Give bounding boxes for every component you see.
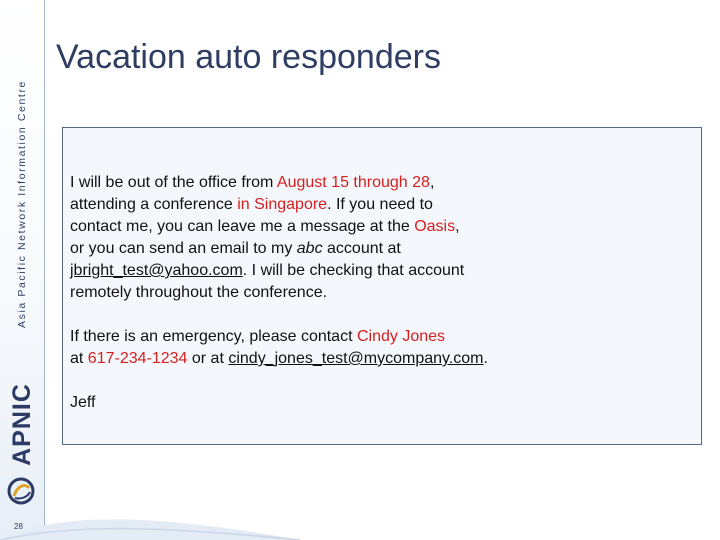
text-segment: attending a conference [70,196,238,213]
text-segment: remotely throughout the conference. [70,284,328,301]
background-swoosh [0,470,300,540]
apnic-logo-text: APNIC [7,382,36,466]
text-segment: , [455,218,460,235]
emphasis-abc: abc [296,240,323,257]
email-link-personal[interactable]: jbright_test@yahoo.com [70,262,243,279]
message-paragraph-2 [70,326,488,370]
text-segment: I will be out of the office from [70,174,277,191]
text-segment: , [429,174,435,191]
organization-name-text: Asia Pacific Network Information Centre [16,80,29,328]
text-segment: or you can send an email to my [70,240,297,257]
message-paragraph-1 [70,172,464,304]
email-link-contact[interactable]: cindy_jones_test@mycompany.com [228,350,484,367]
page-title: Vacation auto responders [56,38,441,76]
page-number: 28 [14,522,23,531]
text-segment: account at [322,240,401,257]
highlight-dates: August 15 through 28 [276,174,430,191]
organization-name [12,54,32,354]
text-segment: . If you need to [327,196,433,213]
apnic-logo [4,378,40,470]
text-segment: contact me, you can leave me a message at the [70,218,415,235]
apnic-emblem-icon [6,476,36,506]
text-segment: at [70,350,88,367]
sidebar-divider [44,0,45,540]
text-segment: . I will be checking that account [242,262,465,279]
text-segment: . [483,350,488,367]
signature: Jeff [70,394,96,411]
highlight-oasis: Oasis [414,218,456,235]
highlight-phone: 617-234-1234 [87,350,188,367]
highlight-contact-name: Cindy Jones [356,328,446,345]
text-segment: If there is an emergency, please contact [70,328,357,345]
highlight-location: in Singapore [237,196,328,213]
text-segment: or at [187,350,229,367]
